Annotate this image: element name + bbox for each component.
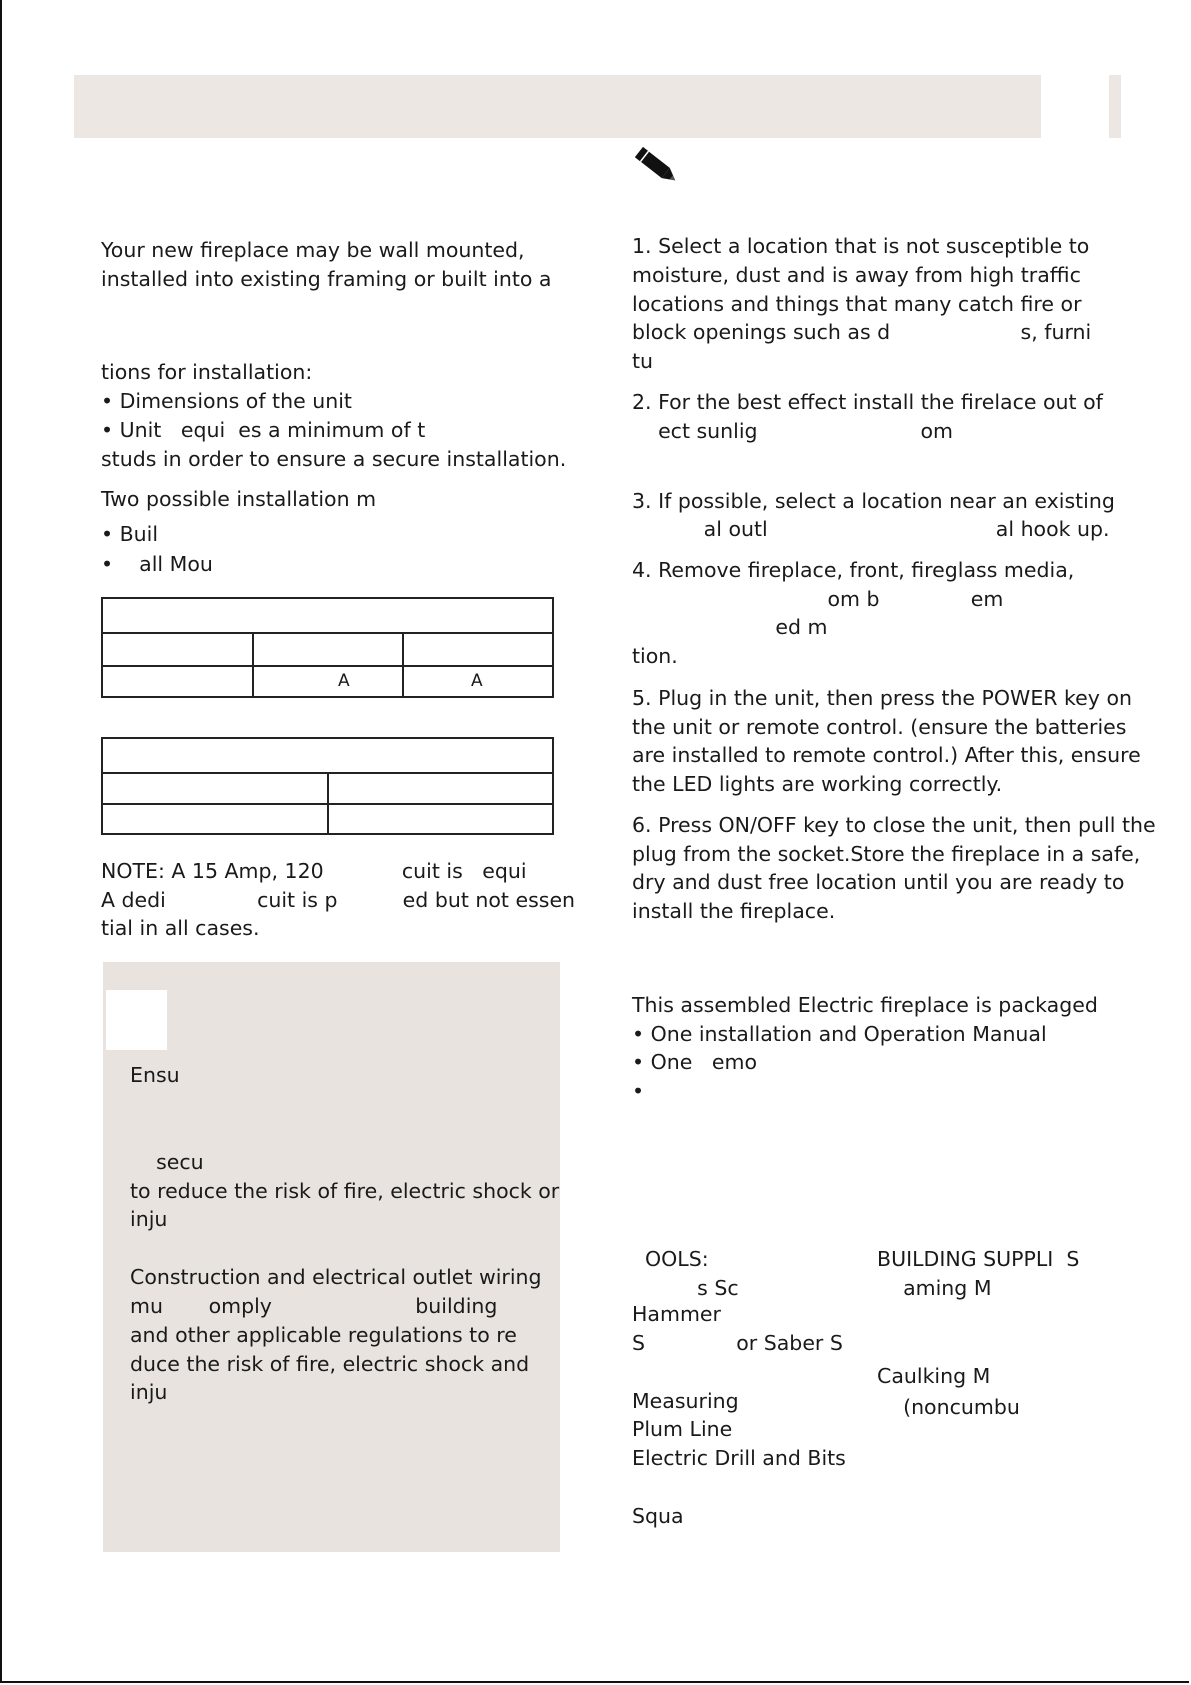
- supplies-heading: BUILDING SUPPLI S: [877, 1247, 1080, 1271]
- warning-line: inju: [130, 1207, 168, 1231]
- step-line: ed m: [632, 615, 828, 639]
- step-line: the LED lights are working correctly.: [632, 772, 1003, 796]
- intro-line: installed into existing framing or built into a: [101, 267, 552, 291]
- step-line: tu: [632, 349, 654, 373]
- step-line: the unit or remote control. (ensure the batteries: [632, 715, 1127, 739]
- method-item: • all Mou: [101, 552, 213, 576]
- methods-heading: Two possible installation m: [101, 487, 377, 511]
- step-line: plug from the socket.Store the fireplace in a safe,: [632, 842, 1141, 866]
- step-line: om b em: [632, 587, 1004, 611]
- note-line: tial in all cases.: [101, 916, 260, 940]
- warning-line: inju: [130, 1380, 168, 1404]
- table-divider: [402, 632, 404, 698]
- tool-item: s Sc: [632, 1276, 739, 1300]
- step-line: 2. For the best effect install the firelace out of: [632, 390, 1103, 414]
- considerations-line: studs in order to ensure a secure installation.: [101, 447, 567, 471]
- package-line: • One installation and Operation Manual: [632, 1022, 1047, 1046]
- header-tab: [1109, 75, 1121, 138]
- warning-line: duce the risk of fire, electric shock and: [130, 1352, 530, 1376]
- step-line: 3. If possible, select a location near an existing: [632, 489, 1115, 513]
- table-divider: [252, 632, 254, 698]
- step-line: locations and things that many catch fire or: [632, 292, 1082, 316]
- tool-item: S or Saber S: [632, 1331, 843, 1355]
- step-line: al outl al hook up.: [632, 517, 1110, 541]
- step-line: install the fireplace.: [632, 899, 836, 923]
- dimensions-table: [101, 597, 554, 698]
- table-divider: [327, 772, 329, 835]
- warning-panel: [103, 962, 560, 1552]
- step-line: 6. Press ON/OFF key to close the unit, then pull the: [632, 813, 1156, 837]
- step-line: moisture, dust and is away from high traffic: [632, 263, 1081, 287]
- pencil-icon: [630, 142, 682, 190]
- header-band: [74, 75, 1041, 138]
- tool-item: Squa: [632, 1504, 684, 1528]
- package-line: This assembled Electric fireplace is packaged: [632, 993, 1098, 1017]
- step-line: dry and dust free location until you are ready to: [632, 870, 1125, 894]
- considerations-line: tions for installation:: [101, 360, 313, 384]
- package-line: • One emo: [632, 1050, 758, 1074]
- intro-line: Your new fireplace may be wall mounted,: [101, 238, 525, 262]
- step-line: 4. Remove fireplace, front, fireglass media,: [632, 558, 1075, 582]
- warning-icon: [106, 990, 167, 1050]
- table-cell: A: [338, 671, 350, 691]
- warning-line: and other applicable regulations to re: [130, 1323, 517, 1347]
- step-line: 1. Select a location that is not susceptible to: [632, 234, 1090, 258]
- note-line: A dedi cuit is p ed but not essen: [101, 888, 576, 912]
- note-line: NOTE: A 15 Amp, 120 cuit is equi: [101, 859, 527, 883]
- table-row: [103, 665, 552, 667]
- step-line: block openings such as d s, furni: [632, 320, 1092, 344]
- warning-line: Ensu: [130, 1063, 180, 1087]
- supply-item: (noncumbu: [877, 1395, 1020, 1419]
- step-line: tion.: [632, 644, 678, 668]
- step-line: are installed to remote control.) After this, ensure: [632, 743, 1141, 767]
- considerations-line: • Dimensions of the unit: [101, 389, 352, 413]
- tool-item: Measuring: [632, 1389, 739, 1413]
- warning-line: secu: [130, 1150, 204, 1174]
- warning-line: mu omply building: [130, 1294, 498, 1318]
- tool-item: Hammer: [632, 1302, 721, 1326]
- method-item: • Buil: [101, 522, 159, 546]
- tools-heading: OOLS:: [632, 1247, 709, 1271]
- step-line: 5. Plug in the unit, then press the POWER key on: [632, 686, 1132, 710]
- step-line: ect sunlig om: [632, 419, 953, 443]
- electrical-table: [101, 737, 554, 835]
- package-line: •: [632, 1079, 645, 1103]
- warning-line: Construction and electrical outlet wiring: [130, 1265, 542, 1289]
- table-row: [103, 632, 552, 634]
- table-cell: A: [471, 671, 483, 691]
- warning-line: to reduce the risk of fire, electric shock or: [130, 1179, 560, 1203]
- supply-item: aming M: [877, 1276, 992, 1300]
- considerations-line: • Unit equi es a minimum of t: [101, 418, 426, 442]
- tool-item: Electric Drill and Bits: [632, 1446, 846, 1470]
- tool-item: Plum Line: [632, 1417, 733, 1441]
- supply-item: Caulking M: [877, 1364, 991, 1388]
